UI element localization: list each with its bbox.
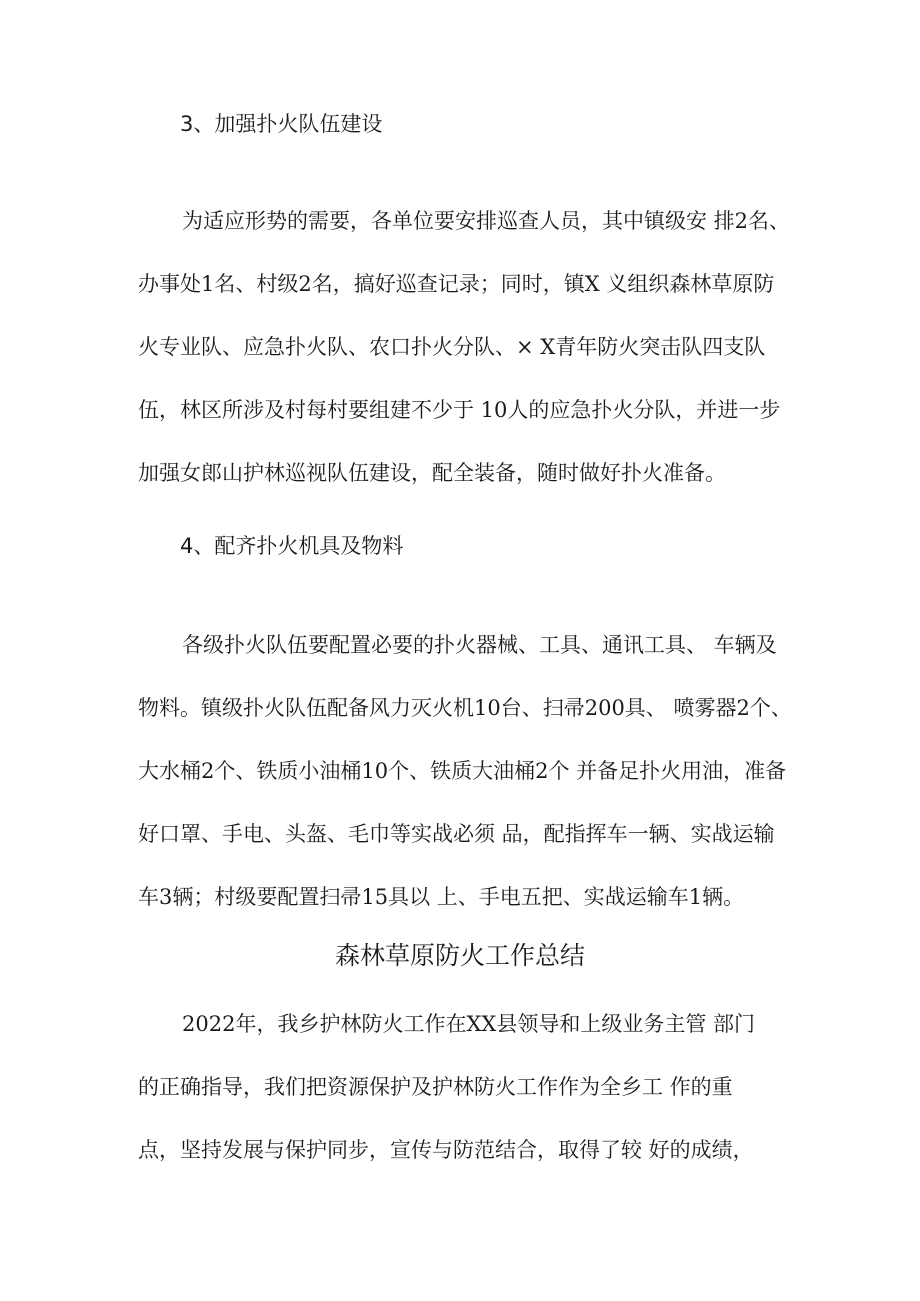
- section-4-line-3: 大水桶2个、铁质小油桶10个、铁质大油桶2个 并备足扑火用油，准备: [138, 759, 787, 783]
- summary-line-1: 2022年，我乡护林防火工作在XX县领导和上级业务主管 部门: [182, 1012, 756, 1036]
- summary-line-3: 点，坚持发展与保护同步，宣传与防范结合，取得了较 好的成绩，: [138, 1138, 754, 1162]
- section-3-line-1: 为适应形势的需要，各单位要安排巡查人员，其中镇级安 排2名、: [182, 209, 791, 233]
- section-3-line-4: 伍，林区所涉及村每村要组建不少于 10人的应急扑火分队，并进一步: [138, 398, 781, 422]
- section-3-line-3: 火专业队、应急扑火队、农口扑火分队、× X青年防火突击队四支队: [138, 335, 766, 359]
- summary-title: 森林草原防火工作总结: [334, 941, 585, 970]
- section-3-line-5: 加强女郎山护林巡视队伍建设，配全装备，随时做好扑火准备。: [138, 461, 726, 485]
- section-4-line-5: 车3辆；村级要配置扫帚15具以 上、手电五把、实战运输车1辆。: [138, 885, 745, 909]
- section-4-heading: 4、配齐扑火机具及物料: [180, 534, 404, 558]
- section-4-line-2: 物料。镇级扑火队伍配备风力灭火机10台、扫帚200具、 喷雾器2个、: [138, 696, 792, 720]
- section-4-line-4: 好口罩、手电、头盔、毛巾等实战必须 品，配指挥车一辆、实战运输: [138, 822, 775, 846]
- section-3-line-2: 办事处1名、村级2名，搞好巡查记录；同时，镇X 义组织森林草原防: [138, 272, 775, 296]
- section-3-heading: 3、加强扑火队伍建设: [180, 112, 383, 136]
- summary-line-2: 的正确指导，我们把资源保护及护林防火工作作为全乡工 作的重: [138, 1075, 733, 1099]
- section-4-line-1: 各级扑火队伍要配置必要的扑火器械、工具、通讯工具、 车辆及: [182, 633, 777, 657]
